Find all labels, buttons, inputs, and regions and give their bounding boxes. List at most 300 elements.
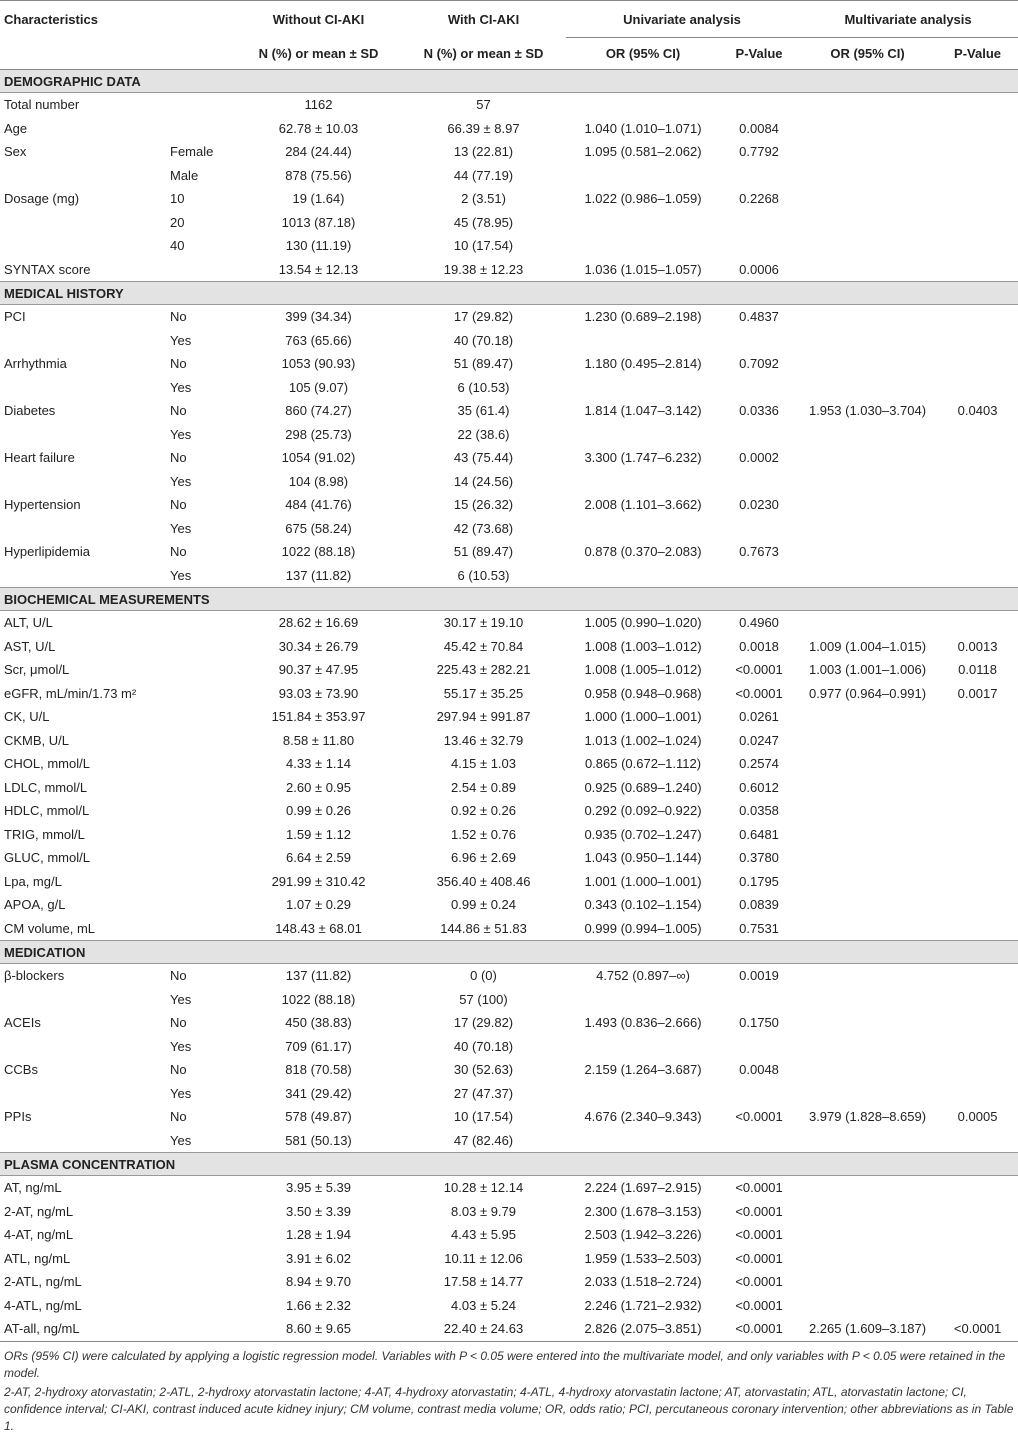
with-value: 22.40 ± 24.63 xyxy=(401,1317,566,1341)
table-row xyxy=(0,635,1018,659)
uni-or xyxy=(566,517,720,541)
multi-p xyxy=(937,823,1018,847)
multi-or: 3.979 (1.828–8.659) xyxy=(808,1109,927,1125)
multi-or xyxy=(798,1058,937,1082)
header-row-1 xyxy=(0,1,1018,38)
uni-or: 1.036 (1.015–1.057) xyxy=(584,261,702,277)
uni-or: 2.033 (1.518–2.724) xyxy=(584,1274,702,1290)
without-value: 1.07 ± 0.29 xyxy=(286,897,351,913)
multi-or xyxy=(798,1082,937,1106)
table-row xyxy=(0,423,1018,447)
without-value: 0.99 ± 0.26 xyxy=(286,803,351,819)
with-value: 0.99 ± 0.24 xyxy=(451,897,516,913)
multi-p xyxy=(937,564,1018,588)
uni-p: 0.0006 xyxy=(739,261,779,277)
uni-or: 1.493 (0.836–2.666) xyxy=(584,1015,702,1031)
row-label xyxy=(0,164,168,188)
with-value: 6 (10.53) xyxy=(457,379,510,395)
uni-or xyxy=(566,1129,720,1153)
row-label: GLUC, mmol/L xyxy=(4,850,90,866)
multi-or xyxy=(798,140,937,164)
without-value: 30.34 ± 26.79 xyxy=(278,638,359,654)
row-sublabel xyxy=(168,658,236,682)
with-value: 0.92 ± 0.26 xyxy=(451,803,516,819)
uni-or: 0.999 (0.994–1.005) xyxy=(584,920,702,936)
section-title: PLASMA CONCENTRATION xyxy=(0,1153,1018,1176)
uni-or: 1.814 (1.047–3.142) xyxy=(584,403,702,419)
with-value: 51 (89.47) xyxy=(453,544,514,560)
uni-p: <0.0001 xyxy=(735,1180,783,1196)
table-footnotes xyxy=(0,1342,1018,1435)
row-label: Hyperlipidemia xyxy=(4,544,90,560)
row-sublabel xyxy=(168,1223,236,1247)
with-value: 2 (3.51) xyxy=(461,191,506,207)
row-sublabel: Yes xyxy=(170,567,192,583)
without-value: 6.64 ± 2.59 xyxy=(286,850,351,866)
with-value: 8.03 ± 9.79 xyxy=(451,1203,516,1219)
without-value: 581 (50.13) xyxy=(285,1132,352,1148)
multi-p xyxy=(937,1176,1018,1200)
uni-or xyxy=(566,234,720,258)
uni-or: 0.935 (0.702–1.247) xyxy=(584,826,702,842)
multi-p: 0.0017 xyxy=(957,685,998,701)
multi-p xyxy=(937,870,1018,894)
table-row xyxy=(0,799,1018,823)
table-row xyxy=(0,1105,1018,1129)
with-value: 35 (61.4) xyxy=(457,403,510,419)
row-label xyxy=(0,1082,168,1106)
uni-or: 2.826 (2.075–3.851) xyxy=(566,1317,720,1341)
uni-or xyxy=(566,211,720,235)
uni-p: 0.0336 xyxy=(739,403,779,419)
multi-p xyxy=(937,1200,1018,1224)
with-value: 30 (52.63) xyxy=(453,1062,514,1078)
row-sublabel: Female xyxy=(170,144,214,160)
without-value: 298 (25.73) xyxy=(285,426,352,442)
row-label xyxy=(0,234,168,258)
multi-p xyxy=(937,117,1018,141)
multi-p xyxy=(937,446,1018,470)
uni-p xyxy=(720,211,798,235)
with-value: 2.54 ± 0.89 xyxy=(451,779,516,795)
row-sublabel xyxy=(168,1294,236,1318)
row-label: eGFR, mL/min/1.73 m² xyxy=(4,685,137,701)
multi-p xyxy=(937,611,1018,635)
multi-or xyxy=(798,446,937,470)
table-row xyxy=(0,305,1018,329)
row-label: PPIs xyxy=(4,1109,32,1125)
row-sublabel: Yes xyxy=(170,991,192,1007)
without-value: 8.94 ± 9.70 xyxy=(286,1274,351,1290)
without-value: 484 (41.76) xyxy=(285,497,352,513)
row-label: AST, U/L xyxy=(4,638,56,654)
uni-p xyxy=(720,423,798,447)
uni-or xyxy=(566,470,720,494)
with-value: 27 (47.37) xyxy=(453,1085,514,1101)
with-value: 42 (73.68) xyxy=(453,520,514,536)
table-row xyxy=(0,517,1018,541)
multi-or xyxy=(798,493,937,517)
table-row xyxy=(0,1129,1018,1153)
with-value: 10.11 ± 12.06 xyxy=(444,1250,523,1266)
table-row xyxy=(0,234,1018,258)
row-sublabel: No xyxy=(170,544,187,560)
row-sublabel xyxy=(168,846,236,870)
table-row xyxy=(0,211,1018,235)
header-or-uni: OR (95% CI) xyxy=(566,38,720,70)
uni-or xyxy=(566,329,720,353)
multi-or xyxy=(798,187,937,211)
row-sublabel xyxy=(168,682,236,706)
uni-or: 2.008 (1.101–3.662) xyxy=(584,497,702,513)
multi-p xyxy=(937,234,1018,258)
header-univariate: Univariate analysis xyxy=(566,1,798,38)
without-value: 1013 (87.18) xyxy=(281,214,356,230)
uni-p: <0.0001 xyxy=(735,662,783,678)
multi-p xyxy=(937,988,1018,1012)
row-label: CM volume, mL xyxy=(4,920,96,936)
multi-or xyxy=(798,211,937,235)
table-row xyxy=(0,682,1018,706)
table-row xyxy=(0,1058,1018,1082)
uni-p: 0.0084 xyxy=(739,120,779,136)
row-sublabel xyxy=(168,93,236,117)
uni-or: 0.878 (0.370–2.083) xyxy=(584,544,702,560)
multi-p: <0.0001 xyxy=(937,1317,1018,1341)
uni-p xyxy=(720,93,798,117)
without-value: 4.33 ± 1.14 xyxy=(286,756,351,772)
row-label: Heart failure xyxy=(4,450,75,466)
table-row xyxy=(0,917,1018,941)
uni-p: 0.6481 xyxy=(739,826,779,842)
row-label: LDLC, mmol/L xyxy=(4,779,88,795)
uni-p: 0.0839 xyxy=(739,897,779,913)
row-sublabel xyxy=(168,1317,236,1341)
row-sublabel: Yes xyxy=(170,332,192,348)
multi-p xyxy=(937,1035,1018,1059)
multi-or: 1.953 (1.030–3.704) xyxy=(808,403,927,419)
multi-or xyxy=(798,164,937,188)
with-value: 4.15 ± 1.03 xyxy=(451,756,516,772)
with-value: 6 (10.53) xyxy=(457,567,510,583)
without-value: 450 (38.83) xyxy=(285,1015,352,1031)
table-row xyxy=(0,1200,1018,1224)
uni-or: 1.043 (0.950–1.144) xyxy=(584,850,702,866)
row-sublabel: 20 xyxy=(170,214,185,230)
section-header xyxy=(0,1153,1018,1176)
section-header xyxy=(0,70,1018,93)
multi-p xyxy=(937,846,1018,870)
row-sublabel xyxy=(168,1200,236,1224)
multi-p xyxy=(937,964,1018,988)
row-label: ALT, U/L xyxy=(4,615,53,631)
without-value: 818 (70.58) xyxy=(285,1062,352,1078)
multi-or xyxy=(798,117,937,141)
row-sublabel xyxy=(168,823,236,847)
multi-or xyxy=(798,540,937,564)
multi-p xyxy=(937,893,1018,917)
section-title: MEDICAL HISTORY xyxy=(0,282,1018,305)
uni-p: 0.7092 xyxy=(739,356,779,372)
header-without: Without CI-AKI xyxy=(272,11,365,27)
section-header xyxy=(0,282,1018,305)
uni-or: 0.865 (0.672–1.112) xyxy=(584,756,702,772)
multi-p xyxy=(937,93,1018,117)
row-sublabel: Yes xyxy=(170,1038,192,1054)
row-sublabel xyxy=(168,1176,236,1200)
uni-p xyxy=(720,1129,798,1153)
table-row xyxy=(0,446,1018,470)
uni-p: <0.0001 xyxy=(735,1250,783,1266)
table-row xyxy=(0,493,1018,517)
multi-p: 0.0005 xyxy=(957,1109,998,1125)
uni-or: 1.022 (0.986–1.059) xyxy=(584,191,702,207)
multi-p xyxy=(937,1247,1018,1271)
uni-or xyxy=(566,564,720,588)
without-value: 763 (65.66) xyxy=(285,332,352,348)
table-row xyxy=(0,1082,1018,1106)
multi-or xyxy=(798,1200,937,1224)
without-value: 1.28 ± 1.94 xyxy=(286,1227,351,1243)
uni-p: <0.0001 xyxy=(735,1109,783,1125)
row-label: Dosage (mg) xyxy=(4,191,80,207)
without-value: 1054 (91.02) xyxy=(281,450,356,466)
row-label: AT, ng/mL xyxy=(4,1180,62,1196)
multi-or xyxy=(798,376,937,400)
row-sublabel xyxy=(168,1270,236,1294)
multi-or xyxy=(798,1035,937,1059)
table-row xyxy=(0,93,1018,117)
uni-p: 0.0247 xyxy=(739,732,779,748)
row-label: PCI xyxy=(4,309,26,325)
multi-or xyxy=(798,893,937,917)
multi-p xyxy=(937,376,1018,400)
uni-p xyxy=(720,234,798,258)
table-row xyxy=(0,1247,1018,1271)
row-label: AT-all, ng/mL xyxy=(0,1317,168,1341)
row-sublabel xyxy=(168,752,236,776)
uni-or: 2.224 (1.697–2.915) xyxy=(584,1180,702,1196)
with-value: 57 (100) xyxy=(459,991,508,1007)
multi-or xyxy=(798,1223,937,1247)
row-sublabel: Yes xyxy=(170,379,192,395)
row-label: Total number xyxy=(4,97,80,113)
without-value: 399 (34.34) xyxy=(285,309,352,325)
multi-p xyxy=(937,305,1018,329)
uni-p: 0.0261 xyxy=(739,709,779,725)
without-value: 90.37 ± 47.95 xyxy=(278,662,359,678)
uni-or: 1.180 (0.495–2.814) xyxy=(584,356,702,372)
uni-p xyxy=(720,988,798,1012)
section-title: BIOCHEMICAL MEASUREMENTS xyxy=(0,588,1018,611)
with-value: 0 (0) xyxy=(470,968,497,984)
uni-or: 2.159 (1.264–3.687) xyxy=(584,1062,702,1078)
without-value: 3.50 ± 3.39 xyxy=(286,1203,351,1219)
multi-or xyxy=(798,1247,937,1271)
without-value: 1.66 ± 2.32 xyxy=(286,1297,351,1313)
header-p-multi: P-Value xyxy=(937,38,1018,70)
uni-or: 1.005 (0.990–1.020) xyxy=(584,615,702,631)
without-value: 1162 xyxy=(304,97,333,113)
without-value: 151.84 ± 353.97 xyxy=(271,709,366,725)
multi-or xyxy=(798,964,937,988)
header-or-multi: OR (95% CI) xyxy=(798,38,937,70)
multi-p xyxy=(937,1223,1018,1247)
with-value: 30.17 ± 19.10 xyxy=(443,615,524,631)
with-value: 4.03 ± 5.24 xyxy=(451,1297,516,1313)
row-label: Age xyxy=(4,120,28,136)
without-value: 878 (75.56) xyxy=(285,167,352,183)
table-row xyxy=(0,376,1018,400)
multi-p xyxy=(937,258,1018,282)
row-sublabel: No xyxy=(170,356,187,372)
uni-or: 1.959 (1.533–2.503) xyxy=(584,1250,702,1266)
row-label: ATL, ng/mL xyxy=(4,1250,71,1266)
multi-or xyxy=(798,258,937,282)
table-row xyxy=(0,1270,1018,1294)
row-sublabel: Yes xyxy=(170,426,192,442)
multi-or xyxy=(798,470,937,494)
with-value: 45.42 ± 70.84 xyxy=(443,638,524,654)
with-value: 17 (29.82) xyxy=(453,309,514,325)
multi-or: 1.003 (1.001–1.006) xyxy=(808,662,927,678)
without-value: 2.60 ± 0.95 xyxy=(286,779,351,795)
multi-or xyxy=(798,517,937,541)
multi-or xyxy=(798,705,937,729)
row-sublabel: No xyxy=(170,1109,187,1125)
uni-p: 0.7673 xyxy=(739,544,779,560)
row-label xyxy=(0,564,168,588)
uni-p xyxy=(720,517,798,541)
multi-p xyxy=(937,423,1018,447)
uni-p: 0.0048 xyxy=(739,1062,779,1078)
multi-or xyxy=(798,564,937,588)
without-value: 93.03 ± 73.90 xyxy=(278,685,359,701)
multi-p xyxy=(937,517,1018,541)
row-label xyxy=(0,329,168,353)
with-value: 17 (29.82) xyxy=(453,1015,514,1031)
row-sublabel xyxy=(168,917,236,941)
with-value: 225.43 ± 282.21 xyxy=(436,662,531,678)
uni-or: 4.752 (0.897–∞) xyxy=(596,968,690,984)
without-value: 8.58 ± 11.80 xyxy=(282,732,355,748)
without-value: 291.99 ± 310.42 xyxy=(271,873,366,889)
uni-or: 1.013 (1.002–1.024) xyxy=(584,732,702,748)
with-value: 10.28 ± 12.14 xyxy=(443,1180,524,1196)
with-value: 144.86 ± 51.83 xyxy=(440,920,527,936)
table-row xyxy=(0,140,1018,164)
with-value: 45 (78.95) xyxy=(453,214,514,230)
uni-p xyxy=(720,1082,798,1106)
row-label xyxy=(0,376,168,400)
table-row xyxy=(0,776,1018,800)
row-label: CK, U/L xyxy=(4,709,50,725)
table-row xyxy=(0,964,1018,988)
multi-or xyxy=(798,423,937,447)
row-label: Diabetes xyxy=(4,403,56,419)
uni-or xyxy=(566,1035,720,1059)
multi-p xyxy=(937,917,1018,941)
table-row xyxy=(0,258,1018,282)
row-sublabel: Yes xyxy=(170,473,192,489)
multi-or xyxy=(798,752,937,776)
with-value: 22 (38.6) xyxy=(457,426,510,442)
uni-or: 1.001 (1.000–1.001) xyxy=(584,873,702,889)
multi-or xyxy=(798,352,937,376)
table-row xyxy=(0,1035,1018,1059)
with-value: 40 (70.18) xyxy=(453,1038,514,1054)
table-row xyxy=(0,1223,1018,1247)
uni-p: 0.0018 xyxy=(739,638,779,654)
uni-p: 0.1750 xyxy=(739,1015,779,1031)
uni-or: 0.292 (0.092–0.922) xyxy=(584,803,702,819)
section-header xyxy=(0,588,1018,611)
with-value: 47 (82.46) xyxy=(453,1132,514,1148)
uni-or xyxy=(566,93,720,117)
multi-or xyxy=(798,305,937,329)
header-p-uni: P-Value xyxy=(720,38,798,70)
row-label: 2-AT, ng/mL xyxy=(4,1203,74,1219)
multi-p xyxy=(937,776,1018,800)
row-label: CHOL, mmol/L xyxy=(4,756,90,772)
without-value: 13.54 ± 12.13 xyxy=(278,261,359,277)
uni-or: 3.300 (1.747–6.232) xyxy=(584,450,702,466)
uni-p xyxy=(720,329,798,353)
with-value: 15 (26.32) xyxy=(453,497,514,513)
multi-or xyxy=(798,776,937,800)
row-sublabel: No xyxy=(170,1062,187,1078)
multi-p xyxy=(937,1082,1018,1106)
row-label xyxy=(0,988,168,1012)
multi-or xyxy=(798,799,937,823)
with-value: 13 (22.81) xyxy=(453,144,514,160)
multi-or xyxy=(798,1011,937,1035)
row-label: β-blockers xyxy=(4,968,65,984)
table-row xyxy=(0,752,1018,776)
uni-or xyxy=(566,164,720,188)
row-sublabel: Yes xyxy=(170,520,192,536)
multi-p xyxy=(937,493,1018,517)
header-n-without: N (%) or mean ± SD xyxy=(236,38,401,70)
row-label: Hypertension xyxy=(4,497,81,513)
with-value: 10 (17.54) xyxy=(453,1109,514,1125)
multi-or xyxy=(798,611,937,635)
uni-or: 2.503 (1.942–3.226) xyxy=(584,1227,702,1243)
multi-p xyxy=(937,1270,1018,1294)
uni-or: 4.676 (2.340–9.343) xyxy=(584,1109,702,1125)
row-label: 4-ATL, ng/mL xyxy=(4,1297,82,1313)
uni-or: 1.095 (0.581–2.062) xyxy=(584,144,702,160)
multi-or xyxy=(798,870,937,894)
row-label: Scr, μmol/L xyxy=(4,662,70,678)
multi-or: 2.265 (1.609–3.187) xyxy=(798,1317,937,1341)
header-multivariate: Multivariate analysis xyxy=(798,1,1018,38)
with-value: 1.52 ± 0.76 xyxy=(451,826,516,842)
table-row xyxy=(0,893,1018,917)
multi-or xyxy=(798,93,937,117)
without-value: 105 (9.07) xyxy=(288,379,349,395)
table-row xyxy=(0,1317,1018,1341)
row-sublabel: No xyxy=(170,450,187,466)
row-sublabel xyxy=(168,1247,236,1271)
with-value: 13.46 ± 32.79 xyxy=(443,732,524,748)
multi-or: 1.009 (1.004–1.015) xyxy=(808,638,927,654)
row-label: Sex xyxy=(4,144,27,160)
with-value: 4.43 ± 5.95 xyxy=(451,1227,516,1243)
uni-or: 1.008 (1.005–1.012) xyxy=(584,662,702,678)
multi-or xyxy=(798,1294,937,1318)
multi-p xyxy=(937,187,1018,211)
